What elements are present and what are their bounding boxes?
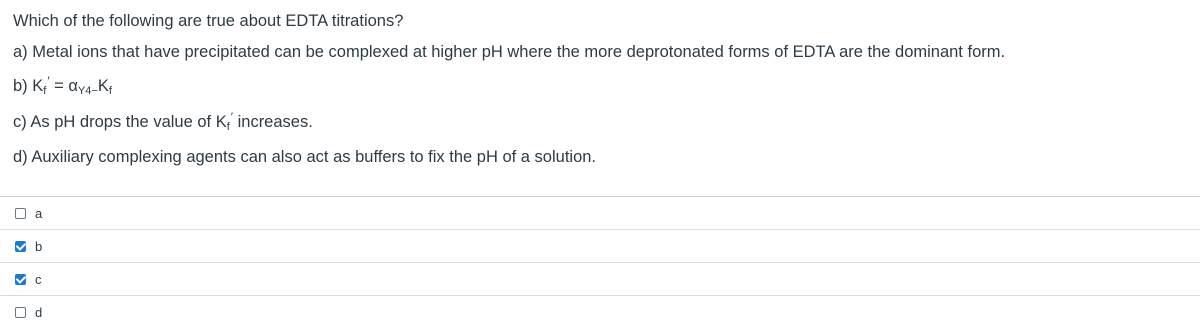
statement-c: c) As pH drops the value of Kf′ increases. bbox=[13, 110, 313, 133]
statement-b: b) Kf′ = αY4−Kf bbox=[13, 74, 112, 97]
answer-option-b[interactable] bbox=[0, 229, 1200, 262]
answer-option-c[interactable] bbox=[0, 262, 1200, 295]
answer-label: d bbox=[35, 304, 43, 320]
question-prompt: Which of the following are true about EDTA titrations? bbox=[13, 12, 404, 30]
answer-label: b bbox=[35, 238, 43, 254]
answer-label: c bbox=[35, 271, 42, 287]
answer-option-a[interactable] bbox=[0, 196, 1200, 229]
answer-label: a bbox=[35, 205, 43, 221]
checkbox-icon[interactable] bbox=[15, 241, 26, 252]
checkbox-icon[interactable] bbox=[15, 307, 26, 318]
answer-list bbox=[0, 196, 1200, 328]
answer-option-d[interactable] bbox=[0, 295, 1200, 328]
checkbox-icon[interactable] bbox=[15, 274, 26, 285]
checkbox-icon[interactable] bbox=[15, 208, 26, 219]
statement-d: d) Auxiliary complexing agents can also act as buffers to fix the pH of a solution. bbox=[13, 148, 597, 166]
statement-a: a) Metal ions that have precipitated can be complexed at higher pH where the more deprotonated forms of EDTA are the dominant form. bbox=[13, 43, 1006, 61]
